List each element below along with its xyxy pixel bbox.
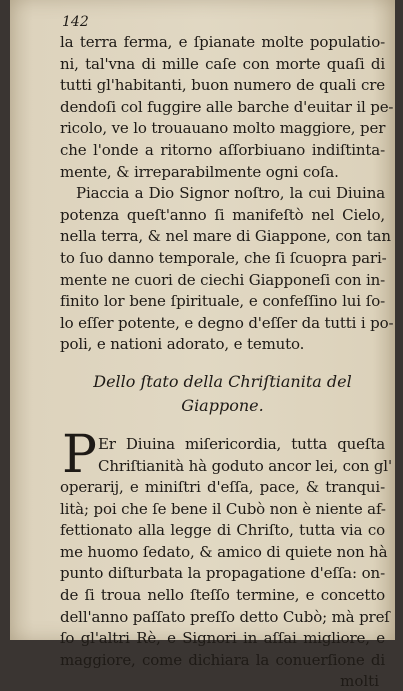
paragraph-christianity-state: [60, 424, 392, 672]
text-line: ſo gl'altri Rè, e Signori in aſſai migliore, e: [60, 629, 385, 648]
drop-cap-letter: P: [62, 424, 97, 485]
text-line: che l'onde a ritorno aſſorbiuano indiſtinta-: [60, 140, 385, 159]
text-line: lità; poi che ſe bene il Cubò non è niente af-: [60, 499, 386, 518]
section-heading: [60, 370, 385, 418]
text-line: lo eſſer potente, e degno d'eſſer da tutti i po-: [60, 313, 394, 332]
text-line: nella terra, & nel mare di Giappone, con tan: [60, 227, 391, 246]
heading-line: Dello ſtato della Chriſtianita del: [93, 371, 352, 391]
text-line: ni, tal'vna di mille caſe con morte quaſi di: [60, 54, 385, 73]
text-line: tutti gl'habitanti, buon numero de quali cre: [60, 76, 385, 95]
text-line: ricolo, ve lo trouauano molto maggiore, per: [60, 119, 386, 138]
heading-line: Giappone.: [181, 395, 264, 415]
text-block: [60, 32, 394, 691]
text-line: me huomo ſedato, & amico di quiete non hà: [60, 542, 388, 561]
text-line: dell'anno paſſato preſſo detto Cubò; mà preſ: [60, 607, 390, 626]
paragraph-earthquake-damage: [60, 32, 394, 183]
text-line: finito lor bene ſpirituale, e confeſſino lui ſo-: [60, 292, 385, 311]
text-line: la terra ferma, e ſpianate molte populatio-: [60, 33, 385, 51]
text-line: Piaccia a Dio Signor noſtro, la cui Diuina: [76, 184, 385, 203]
page-number: 142: [62, 14, 89, 30]
text-line: mente, & irreparabilmente ogni coſa.: [60, 162, 339, 181]
paragraph-prayer: [60, 183, 394, 356]
text-line: punto diſturbata la propagatione d'eſſa: on-: [60, 564, 385, 583]
text-line: dendoſi col fuggire alle barche d'euitar il pe-: [60, 97, 394, 116]
text-line: mente ne cuori de ciechi Giapponeſi con in-: [60, 270, 386, 289]
catchword: molti: [340, 672, 379, 691]
text-line: Er Diuina miſericordia, tutta queſta: [98, 434, 385, 453]
text-line: operarij, e miniſtri d'eſſa, pace, & tranqui-: [60, 478, 385, 497]
text-line: fettionato alla legge di Chriſto, tutta via co: [60, 521, 385, 540]
book-page: [10, 0, 395, 691]
text-line: potenza queſt'anno ſi manifeſtò nel Cielo,: [60, 205, 385, 224]
text-line: Chriſtianità hà goduto ancor lei, con gl': [98, 456, 392, 475]
text-line: de ſi troua nello ſteſſo termine, e concetto: [60, 586, 385, 605]
text-line: poli, e nationi adorato, e temuto.: [60, 335, 305, 354]
text-line: to ſuo danno temporale, che ſi ſcuopra pari-: [60, 248, 387, 267]
text-line: maggiore, come dichiara la conuerſione di: [60, 650, 385, 669]
